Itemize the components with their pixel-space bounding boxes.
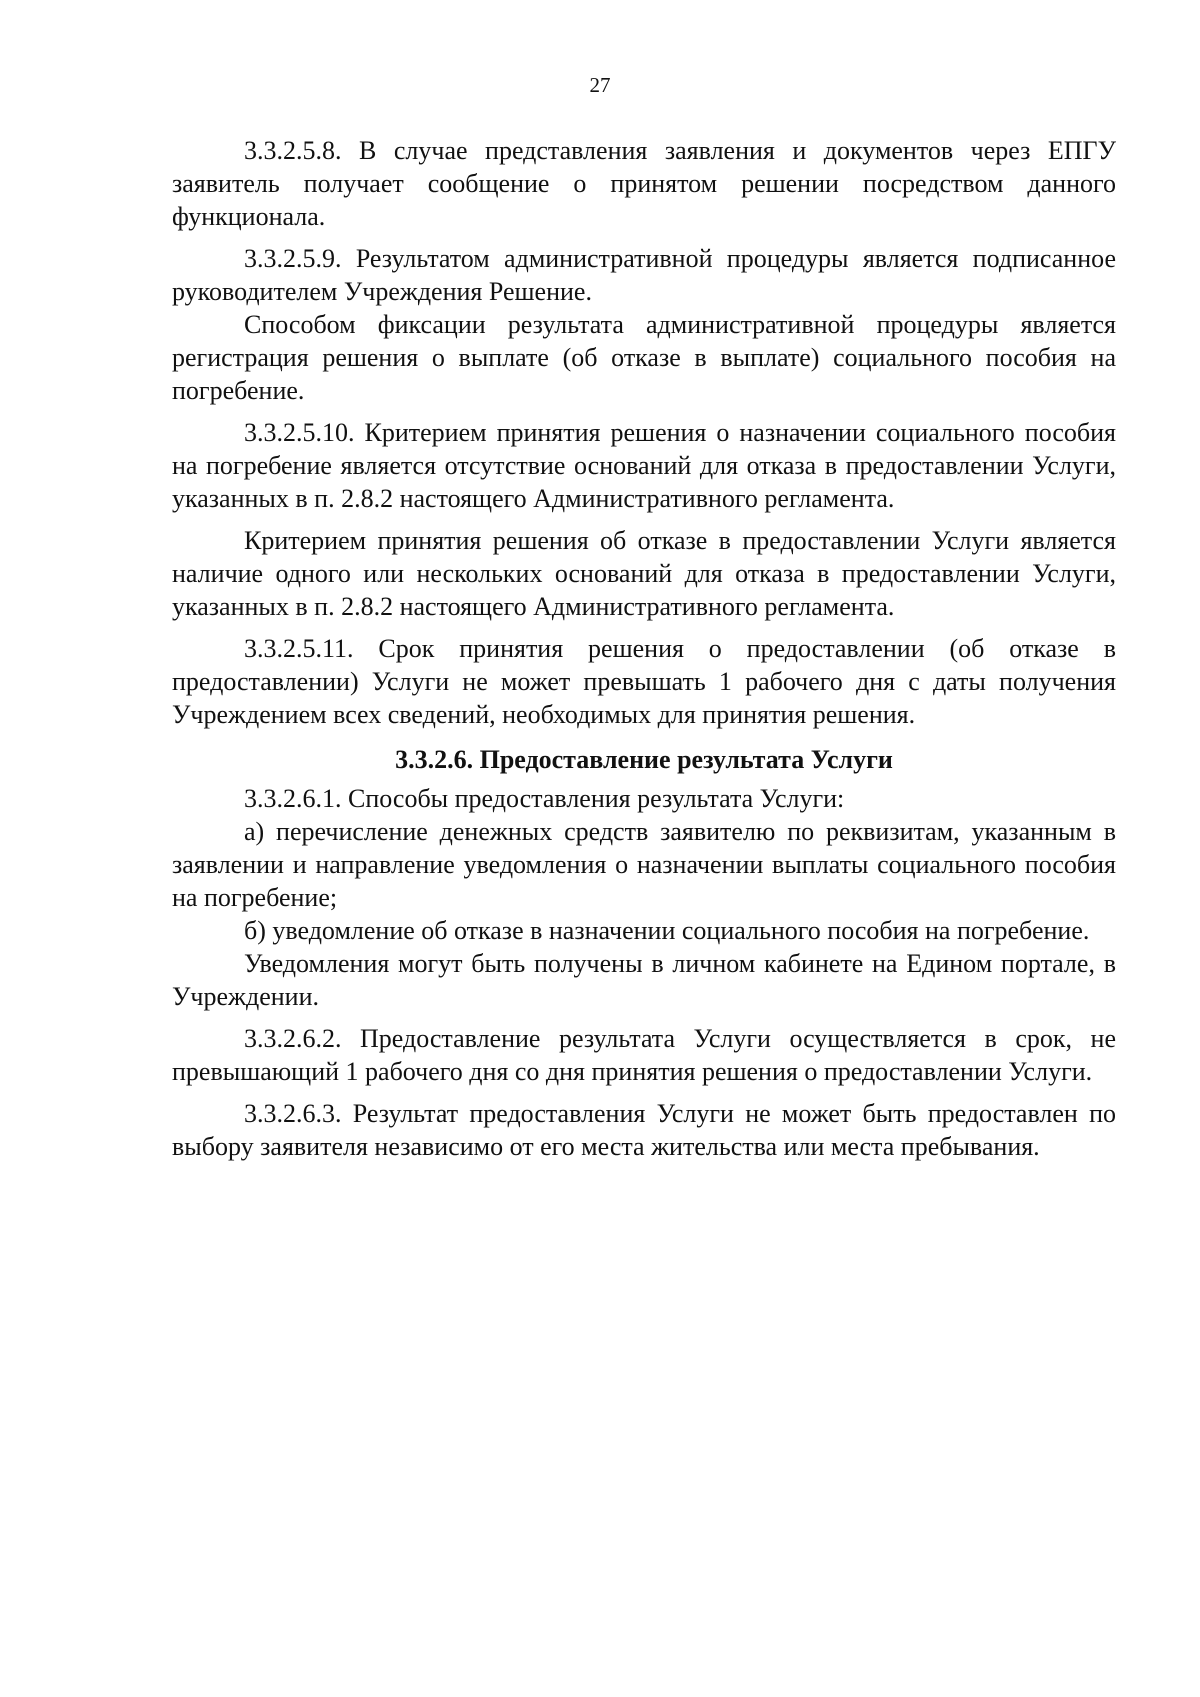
paragraph-3-3-2-6-2: 3.3.2.6.2. Предоставление результата Услуги осуществляется в срок, не превышающий 1 рабочего дня со дня принятия решения о предоставлении Услуги. [172, 1024, 1116, 1086]
list-item-b: б) уведомление об отказе в назначении социального пособия на погребение. [244, 916, 1090, 945]
paragraph-3-3-2-5-8: 3.3.2.5.8. В случае представления заявления и документов через ЕПГУ заявитель получает сообщение о принятом решении посредством данного функционала. [172, 136, 1116, 231]
paragraph-refusal-criterion: Критерием принятия решения об отказе в предоставлении Услуги является наличие одного или нескольких оснований для отказа в предоставлении Услуги, указанных в п. 2.8.2 настоящего Административного регламента. [172, 526, 1116, 621]
paragraph-3-3-2-5-9: 3.3.2.5.9. Результатом административной процедуры является подписанное руководителем Учреждения Решение. [172, 244, 1116, 306]
paragraph-3-3-2-6-1: 3.3.2.6.1. Способы предоставления результата Услуги: [244, 784, 845, 813]
paragraph-3-3-2-5-10: 3.3.2.5.10. Критерием принятия решения о назначении социального пособия на погребение является отсутствие оснований для отказа в предоставлении Услуги, указанных в п. 2.8.2 настоящего Административного регламента. [172, 418, 1116, 513]
page-number: 27 [589, 73, 611, 97]
paragraph-notifications: Уведомления могут быть получены в личном кабинете на Едином портале, в Учреждении. [172, 949, 1116, 1011]
paragraph-3-3-2-5-11: 3.3.2.5.11. Срок принятия решения о предоставлении (об отказе в предоставлении) Услуги не может превышать 1 рабочего дня с даты получения Учреждением всех сведений, необходимых для принятия решения. [172, 634, 1116, 729]
section-heading: 3.3.2.6. Предоставление результата Услуги [395, 745, 893, 774]
paragraph-result-fixation: Способом фиксации результата административной процедуры является регистрация решения о выплате (об отказе в выплате) социального пособия на погребение. [172, 310, 1116, 405]
document-body [172, 134, 1116, 1163]
paragraph-3-3-2-6-3: 3.3.2.6.3. Результат предоставления Услуги не может быть предоставлен по выбору заявителя независимо от его места жительства или места пребывания. [172, 1099, 1116, 1161]
list-item-a: а) перечисление денежных средств заявителю по реквизитам, указанным в заявлении и направление уведомления о назначении выплаты социального пособия на погребение; [172, 817, 1116, 912]
